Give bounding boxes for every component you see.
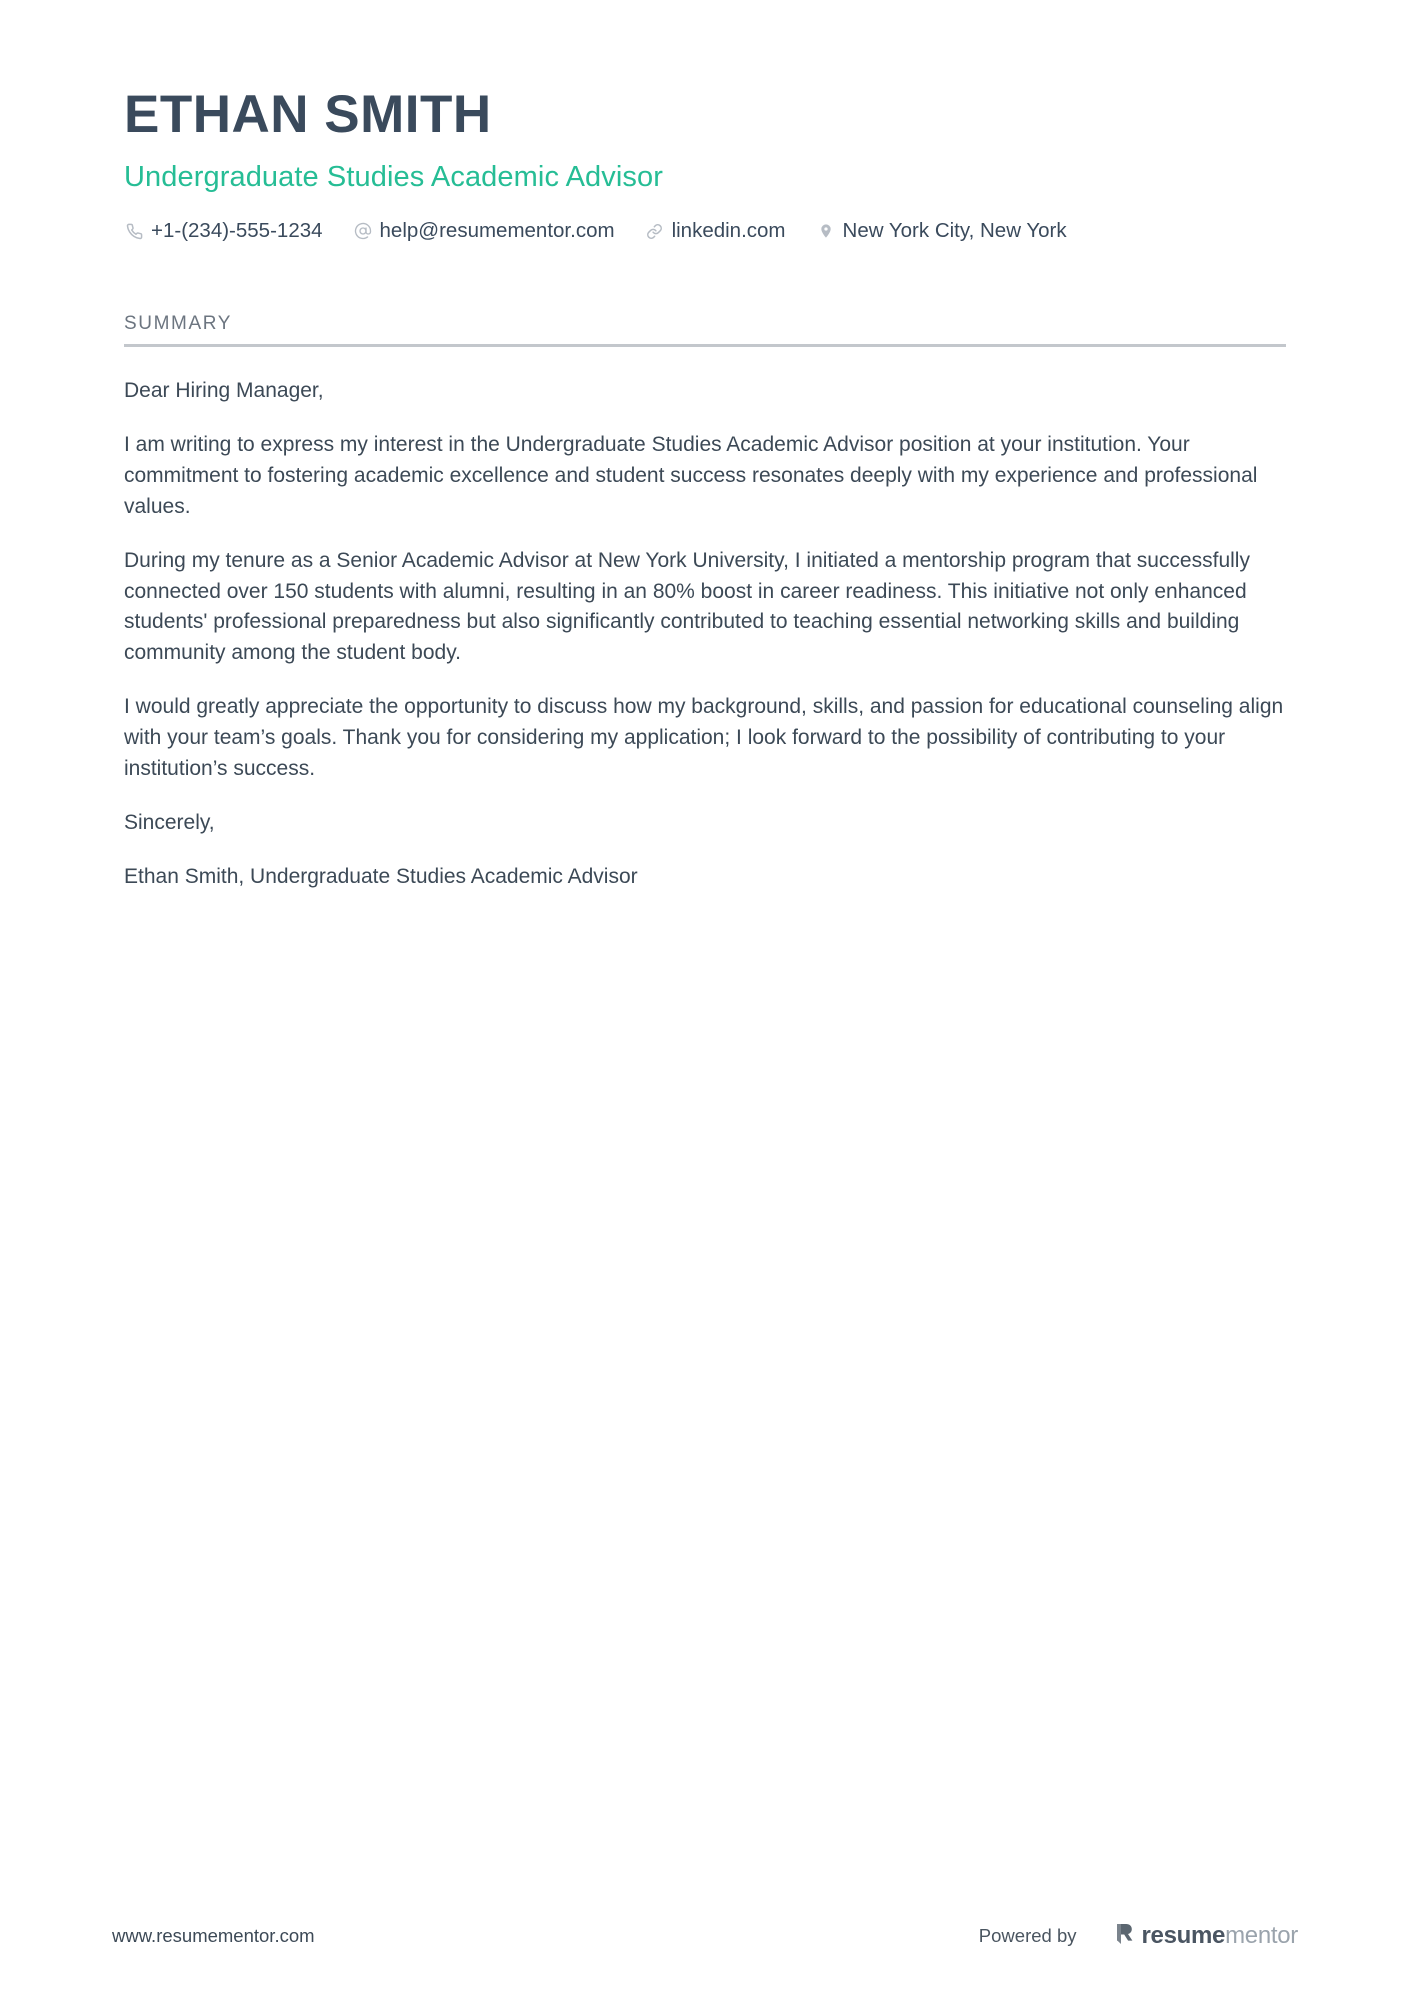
contact-location — [816, 218, 1067, 242]
letter-signature: Ethan Smith, Undergraduate Studies Academic Advisor — [124, 864, 638, 888]
letter-paragraph-2: During my tenure as a Senior Academic Advisor at New York University, I initiated a mentorship program that successfully connected over 150 students with alumni, resulting in an 80% boost in career readiness. This initiative not only enhanced students' professional preparedness but also significantly contributed to teaching essential networking skills and building community among the student body. — [124, 548, 1250, 665]
candidate-name: ETHAN SMITH — [124, 85, 492, 144]
footer-branding — [979, 1922, 1298, 1951]
summary-section — [124, 313, 1286, 892]
contact-email-text: help@resumementor.com — [379, 218, 615, 242]
letter-salutation: Dear Hiring Manager, — [124, 379, 324, 403]
phone-icon — [124, 221, 144, 241]
footer-website-url[interactable]: www.resumementor.com — [112, 1925, 315, 1946]
contact-phone[interactable] — [124, 218, 323, 242]
resumementor-logo[interactable] — [1115, 1922, 1299, 1951]
brand-text-light: mentor — [1225, 1922, 1298, 1949]
contact-link-text: linkedin.com — [671, 218, 786, 242]
section-heading-summary: SUMMARY — [124, 313, 232, 335]
location-icon — [816, 221, 836, 241]
letter-paragraph-1: I am writing to express my interest in the Undergraduate Studies Academic Advisor position at your institution. Your commitment to fostering academic excellence and student success resonates deeply with my experience and professional values. — [124, 433, 1258, 518]
letter-body — [124, 347, 1286, 892]
header-block — [124, 84, 1286, 241]
contact-phone-text: +1-(234)-555-1234 — [151, 218, 323, 242]
letter-paragraph-3: I would greatly appreciate the opportunity to discuss how my background, skills, and passion for educational counseling align with your team’s goals. Thank you for considering my application; I look forward to the possibility of contributing to your institution’s success. — [124, 695, 1284, 780]
page-footer — [0, 1877, 1410, 1995]
document-content — [0, 0, 1410, 892]
powered-by-label: Powered by — [978, 1925, 1077, 1946]
contact-location-text: New York City, New York — [842, 218, 1067, 242]
letter-closing: Sincerely, — [124, 810, 215, 834]
contact-email[interactable] — [353, 218, 615, 242]
candidate-job-title: Undergraduate Studies Academic Advisor — [124, 160, 663, 193]
resumementor-mark-icon — [1115, 1922, 1135, 1951]
contact-link[interactable] — [645, 218, 786, 242]
link-icon — [645, 221, 665, 241]
brand-text-strong: resume — [1141, 1922, 1226, 1949]
email-icon — [353, 221, 373, 241]
contact-row — [124, 218, 1286, 242]
resumementor-wordmark — [1142, 1924, 1299, 1948]
